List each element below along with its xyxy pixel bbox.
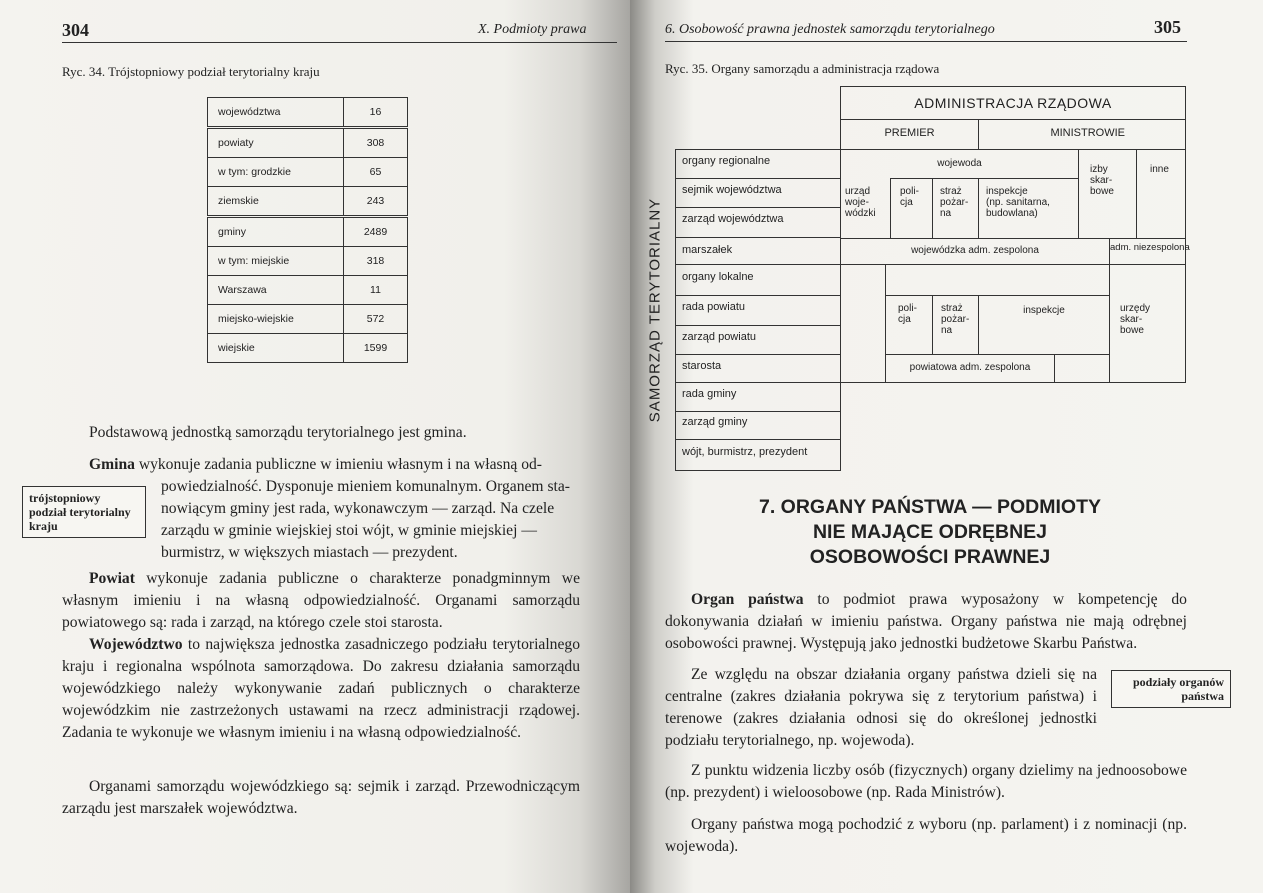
table-cell-value: 243 bbox=[344, 187, 408, 217]
diagram-row-label: starosta bbox=[682, 360, 722, 372]
diagram-row-label: marszałek bbox=[682, 244, 733, 256]
left-page bbox=[0, 0, 630, 893]
paragraph-powiat bbox=[62, 568, 580, 634]
right-page bbox=[630, 0, 1263, 893]
table-cell-value: 572 bbox=[344, 305, 408, 334]
sidenote-territorial: trójstopniowy podział terytorialny kraju bbox=[22, 486, 146, 538]
table-cell-label: Warszawa bbox=[208, 276, 344, 305]
running-head: X. Podmioty prawa bbox=[478, 22, 587, 37]
territorial-division-table bbox=[207, 97, 408, 363]
paragraph-gmina-line1 bbox=[89, 454, 579, 476]
table-row bbox=[208, 276, 408, 305]
policja-local-label: poli- cja bbox=[898, 303, 917, 325]
section-title bbox=[690, 495, 1170, 570]
diagram-row-label: sejmik województwa bbox=[682, 184, 782, 196]
diagram-row-label: zarząd powiatu bbox=[682, 331, 756, 343]
diagram-row-label: organy lokalne bbox=[682, 271, 754, 283]
paragraph-gmina-line2: powiedzialność. Dysponuje mieniem komunalnym. Organem sta- bbox=[161, 478, 570, 495]
premier-label: PREMIER bbox=[884, 127, 935, 139]
term-wojewodztwo: Województwo bbox=[89, 636, 183, 653]
gmina-text: wykonuje zadania publiczne w imieniu własnym i na własną od- bbox=[134, 456, 542, 473]
urzedy-skarbowe-label: urzędy skar- bowe bbox=[1120, 303, 1151, 336]
table-cell-label: w tym: miejskie bbox=[208, 247, 344, 276]
diagram-row-label: wójt, burmistrz, prezydent bbox=[682, 446, 808, 458]
diagram-row-label: zarząd gminy bbox=[682, 416, 748, 428]
paragraph-gmina-line3: nowiącym gminy jest rada, wykonawczym — zarząd. Na czele bbox=[161, 500, 555, 517]
table-cell-value: 318 bbox=[344, 247, 408, 276]
term-powiat: Powiat bbox=[89, 570, 135, 587]
wojewoda-label: wojewoda bbox=[937, 158, 982, 169]
paragraph-gmina-line4: zarządu w gminie wiejskiej stoi wójt, w gminie miejskiej — bbox=[161, 522, 537, 539]
term-gmina: Gmina bbox=[89, 456, 135, 473]
urzad-wojewodzki-label: urząd woje- wódzki bbox=[845, 186, 876, 219]
table-cell-label: miejsko-wiejskie bbox=[208, 305, 344, 334]
paragraph-obszar: Ze względu na obszar działania organy państwa dzieli się na centralne (zakres działania pokrywa się z terytorium państwa) i terenowe (zakres działania odnosi się do określonej jednostki podziału terytorialnego, np. wojewoda). bbox=[665, 666, 1097, 749]
local-govt-vertical-title bbox=[643, 150, 667, 470]
sidenote-podzialy: podziały organów państwa bbox=[1111, 670, 1231, 708]
term-organ-panstwa: Organ państwa bbox=[691, 591, 804, 608]
table-cell-value: 65 bbox=[344, 158, 408, 187]
adm-niezespolona-label: adm. niezespolona bbox=[1110, 242, 1190, 253]
table-cell-value: 16 bbox=[344, 98, 408, 128]
paragraph-gmina-line5: burmistrz, w większych miastach — prezydent. bbox=[161, 544, 458, 561]
table-cell-label: powiaty bbox=[208, 128, 344, 158]
paragraph-organ-panstwa bbox=[665, 589, 1187, 655]
paragraph-organs: Organami samorządu wojewódzkiego są: sejmik i zarząd. Przewodniczącym zarządu jest marszałek województwa. bbox=[62, 778, 580, 817]
diagram-row-label: rada powiatu bbox=[682, 301, 745, 313]
section-title-line3: OSOBOWOŚCI PRAWNEJ bbox=[809, 546, 1051, 568]
local-govt-title-text: SAMORZĄD TERYTORIALNY bbox=[646, 197, 664, 423]
page-number: 304 bbox=[62, 20, 89, 40]
paragraph-intro: Podstawową jednostką samorządu terytorialnego jest gmina. bbox=[89, 424, 467, 441]
figure-caption: Ryc. 34. Trójstopniowy podział terytorialny kraju bbox=[62, 64, 320, 79]
govt-admin-title: ADMINISTRACJA RZĄDOWA bbox=[914, 95, 1112, 111]
table-row bbox=[208, 187, 408, 217]
inspekcje-regional-label: inspekcje (np. sanitarna, budowlana) bbox=[986, 186, 1050, 219]
table-cell-label: gminy bbox=[208, 217, 344, 247]
table-row bbox=[208, 334, 408, 363]
table-cell-label: w tym: grodzkie bbox=[208, 158, 344, 187]
diagram-row-label: rada gminy bbox=[682, 388, 737, 400]
table-cell-label: wiejskie bbox=[208, 334, 344, 363]
section-title-line2: NIE MAJĄCE ODRĘBNEJ bbox=[812, 521, 1048, 543]
powiatowa-adm-label: powiatowa adm. zespolona bbox=[909, 362, 1031, 373]
paragraph-liczba-osob: Z punktu widzenia liczby osób (fizycznych) organy dzielimy na jednoosobowe (np. prezydent) i wieloosobowe (np. Rada Ministrów). bbox=[665, 762, 1187, 801]
wojewodztwo-text: to największa jednostka zasadniczego podziału terytorialnego kraju i regionalna wspólnota samorządowa. Do zakresu działania samorządu wojewódzkiego należy wykonywanie zadań publicznych o charakterze wojewódzkim nie zastrzeżonych ustawami na rzecz administracji rządowej. Zadania te wykonuje we własnym imieniu i na własną odpowiedzialność. bbox=[62, 636, 580, 741]
table-row bbox=[208, 217, 408, 247]
diagram-row-label: organy regionalne bbox=[682, 155, 771, 167]
figure-caption: Ryc. 35. Organy samorządu a administracja rządowa bbox=[665, 61, 940, 76]
powiat-text: wykonuje zadania publiczne o charakterze ponadgminnym we własnym imieniu i na własną odpowiedzialność. Organami samorządu powiatowego są: rada i zarząd, na którego czele stoi starosta. bbox=[62, 570, 580, 631]
table-cell-label: ziemskie bbox=[208, 187, 344, 217]
ministers-label: MINISTROWIE bbox=[1050, 127, 1125, 139]
diagram-row-label: zarząd województwa bbox=[682, 213, 784, 225]
table-row bbox=[208, 158, 408, 187]
policja-regional-label: poli- cja bbox=[900, 186, 919, 208]
table-row bbox=[208, 247, 408, 276]
table-cell-value: 2489 bbox=[344, 217, 408, 247]
running-head: 6. Osobowość prawna jednostek samorządu terytorialnego bbox=[665, 22, 995, 37]
straz-regional-label: straż pożar- na bbox=[940, 186, 969, 219]
inspekcje-local-label: inspekcje bbox=[1023, 305, 1065, 316]
organ-panstwa-text: to podmiot prawa wyposażony w kompetencję do dokonywania działań w imieniu państwa. Organy państwa nie mają odrębnej osobowości prawnej. Występują jako jednostki budżetowe Skarbu Państwa. bbox=[665, 591, 1187, 652]
table-cell-value: 308 bbox=[344, 128, 408, 158]
table-row bbox=[208, 128, 408, 158]
table-row bbox=[208, 98, 408, 128]
izby-skarbowe-label: izby skar- bowe bbox=[1090, 164, 1114, 197]
table-cell-value: 11 bbox=[344, 276, 408, 305]
table-cell-value: 1599 bbox=[344, 334, 408, 363]
table-row bbox=[208, 305, 408, 334]
paragraph-wybor: Organy państwa mogą pochodzić z wyboru (np. parlament) i z nominacji (np. wojewoda). bbox=[665, 816, 1187, 855]
straz-local-label: straż pożar- na bbox=[941, 303, 970, 336]
inne-label: inne bbox=[1150, 164, 1169, 175]
section-title-line1: 7. ORGANY PAŃSTWA — PODMIOTY bbox=[758, 496, 1101, 518]
wojewodzka-adm-label: wojewódzka adm. zespolona bbox=[911, 245, 1039, 256]
table-cell-label: województwa bbox=[208, 98, 344, 128]
header-rule bbox=[62, 42, 617, 43]
paragraph-wojewodztwo bbox=[62, 634, 580, 744]
page-number: 305 bbox=[1154, 17, 1181, 37]
